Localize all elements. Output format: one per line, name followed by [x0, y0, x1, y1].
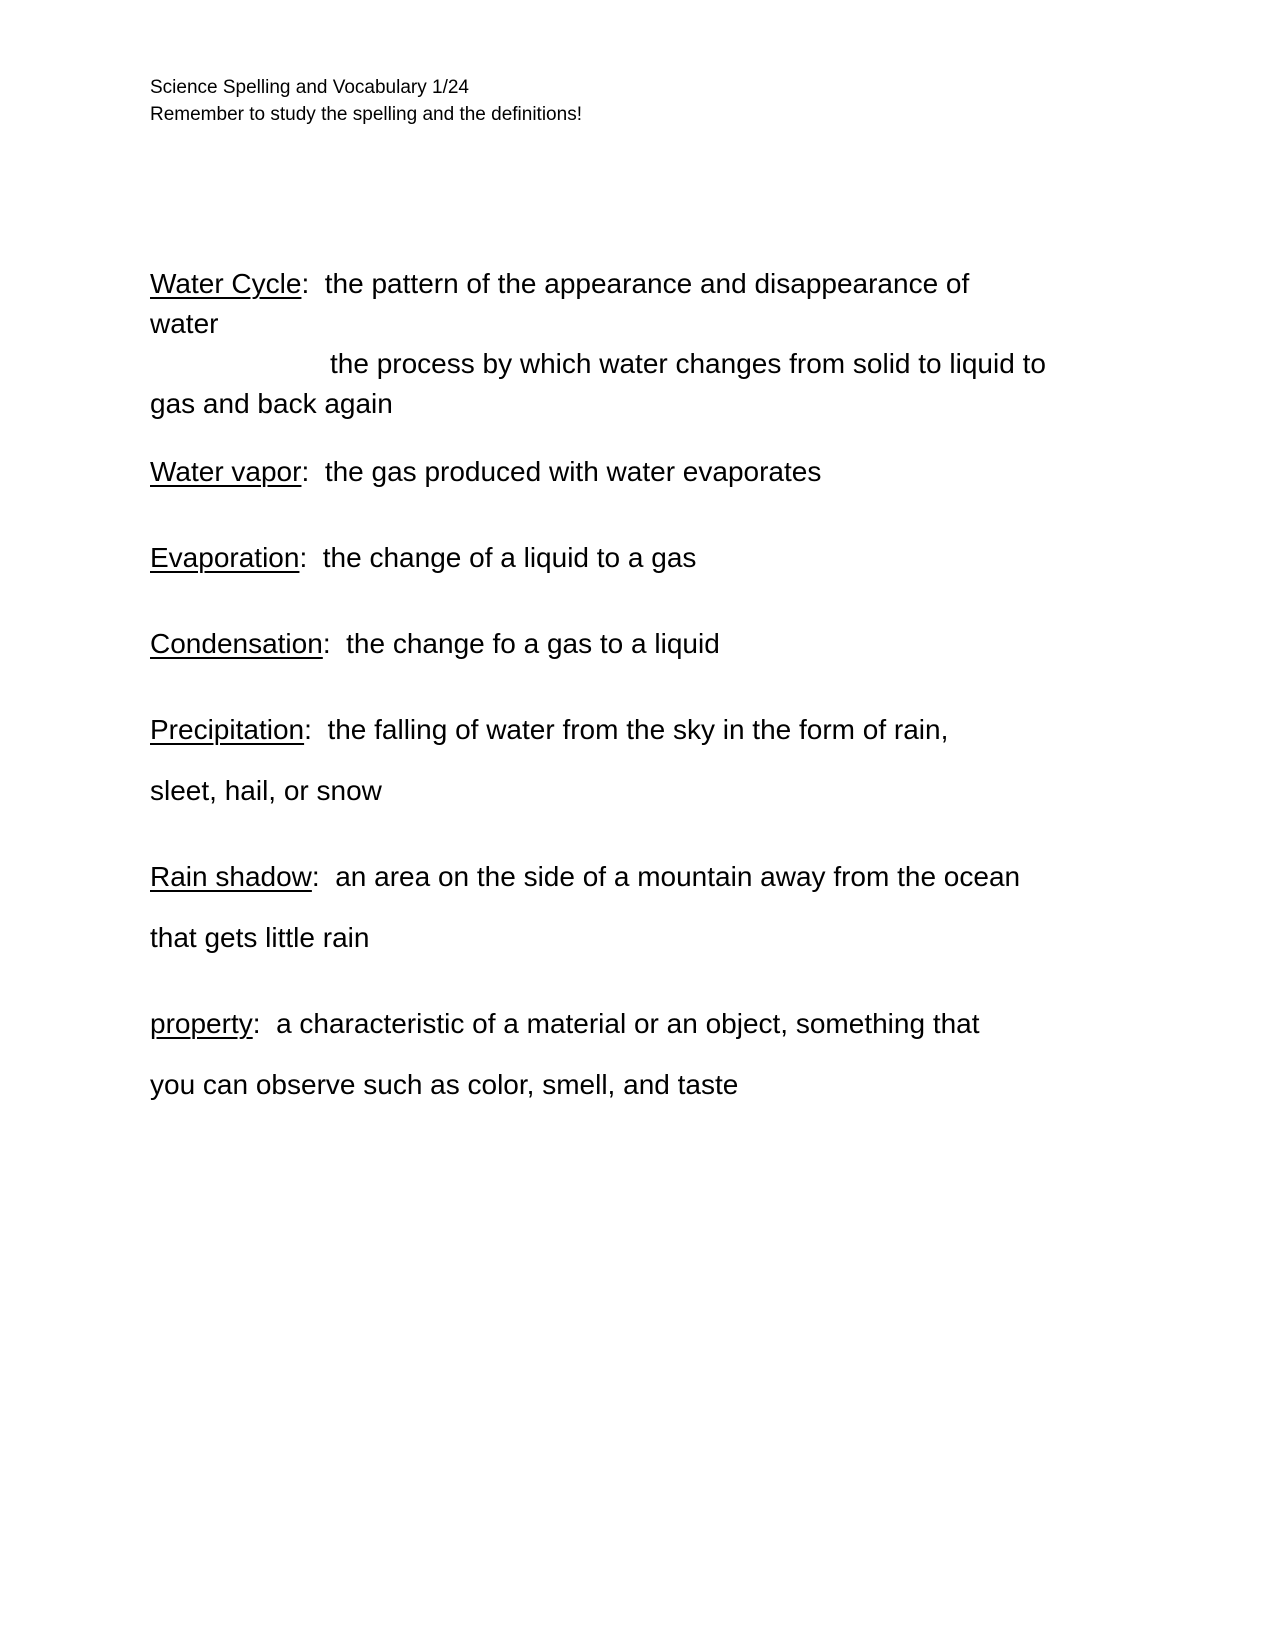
vocab-entry-evaporation: [150, 527, 1130, 588]
definition-line: [150, 384, 1130, 424]
definition-text: gas and back again: [150, 388, 393, 419]
term-separator: :: [301, 456, 310, 487]
term-separator: :: [311, 861, 320, 892]
definition-line: [150, 527, 1130, 588]
term-separator: :: [322, 628, 331, 659]
definition-text: the pattern of the appearance and disappearance of: [324, 268, 970, 299]
definition-text: the falling of water from the sky in the form of rain,: [327, 714, 949, 745]
vocab-term: Water vapor: [150, 456, 302, 487]
vocab-entry-precipitation: [150, 699, 1130, 821]
vocab-entry-condensation: [150, 613, 1130, 674]
definition-text: that gets little rain: [150, 922, 370, 953]
definition-line: [150, 846, 1130, 907]
definition-line: [150, 907, 1130, 968]
document-header: [150, 74, 582, 128]
term-separator: :: [304, 714, 312, 745]
vocab-term: Rain shadow: [150, 861, 312, 892]
definition-line: [150, 1054, 1130, 1115]
vocab-term: Precipitation: [150, 714, 305, 745]
vocab-term: property: [150, 1008, 253, 1039]
definition-text: you can observe such as color, smell, and taste: [150, 1069, 739, 1100]
definition-line: [150, 304, 1130, 344]
vocab-term: Evaporation: [150, 542, 300, 573]
vocab-term: Water Cycle: [150, 268, 302, 299]
definition-text: the gas produced with water evaporates: [324, 456, 822, 487]
definition-line: [150, 613, 1130, 674]
definition-line: [150, 760, 1130, 821]
definition-text: the change of a liquid to a gas: [322, 542, 697, 573]
term-separator: :: [299, 542, 308, 573]
term-separator: :: [252, 1008, 261, 1039]
definition-text: sleet, hail, or snow: [150, 775, 382, 806]
vocabulary-list: [150, 264, 1130, 1115]
term-separator: :: [301, 268, 310, 299]
definition-text: a characteristic of a material or an object, something that: [276, 1008, 980, 1039]
document-title: Science Spelling and Vocabulary 1/24: [150, 77, 470, 98]
vocab-entry-water-vapor: [150, 441, 1130, 502]
definition-line: [150, 264, 1130, 304]
definition-line: [150, 993, 1130, 1054]
vocab-entry-property: [150, 993, 1130, 1115]
vocab-term: Condensation: [150, 628, 323, 659]
study-reminder: Remember to study the spelling and the definitions!: [150, 104, 582, 125]
definition-text: the process by which water changes from solid to liquid to: [330, 348, 1046, 379]
definition-line: [150, 699, 1130, 760]
definition-text: an area on the side of a mountain away from the ocean: [335, 861, 1021, 892]
definition-text: the change fo a gas to a liquid: [346, 628, 720, 659]
definition-line: [150, 344, 1130, 384]
definition-line: [150, 441, 1130, 502]
vocab-entry-water-cycle: [150, 264, 1130, 424]
definition-text: water: [150, 308, 219, 339]
vocab-entry-rain-shadow: [150, 846, 1130, 968]
